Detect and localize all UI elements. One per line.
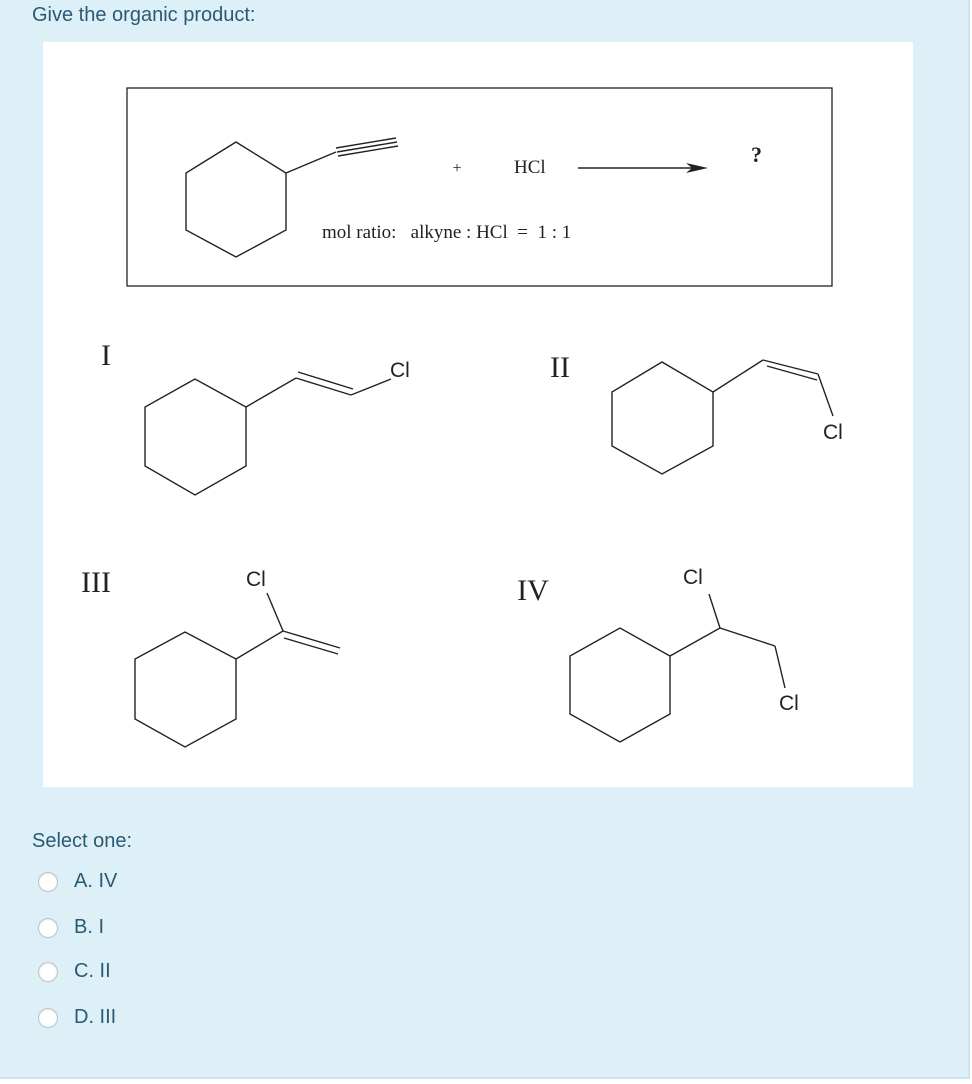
structure-i: [145, 372, 391, 495]
structure-ii-chlorine: Cl: [823, 421, 843, 444]
option-a[interactable]: [38, 870, 117, 893]
radio-button-a[interactable]: [38, 872, 58, 892]
option-b[interactable]: [38, 916, 104, 939]
question-prompt: Give the organic product:: [32, 4, 256, 26]
structure-iii: [135, 593, 340, 747]
mol-ratio-condition: mol ratio: alkyne : HCl = 1 : 1: [322, 222, 572, 243]
structure-iv-chlorine-2: Cl: [779, 692, 799, 715]
option-b-label[interactable]: B. I: [74, 916, 105, 938]
reaction-plus: +: [452, 160, 462, 177]
structure-label-iv: IV: [517, 574, 549, 607]
structure-label-ii: II: [550, 351, 570, 384]
structure-label-iii: III: [81, 566, 111, 599]
option-c[interactable]: [38, 960, 111, 983]
radio-button-d[interactable]: [38, 1008, 58, 1028]
option-c-label[interactable]: C. II: [74, 960, 111, 982]
radio-button-b[interactable]: [38, 918, 58, 938]
structure-label-i: I: [101, 339, 111, 372]
option-d-label[interactable]: D. III: [74, 1006, 117, 1028]
option-a-label[interactable]: A. IV: [74, 870, 118, 892]
structure-iv: [570, 594, 785, 742]
radio-button-c[interactable]: [38, 962, 58, 982]
reaction-diagram: [43, 42, 913, 787]
reactant-ethynyl-bond: [286, 152, 336, 173]
reactant-cyclohexane-ring: [186, 142, 286, 257]
select-one-label: Select one:: [32, 830, 133, 852]
structure-i-chlorine: Cl: [390, 359, 410, 382]
structure-iv-chlorine-1: Cl: [683, 566, 703, 589]
reaction-box: [127, 88, 832, 286]
reagent-hcl: HCl: [514, 157, 546, 178]
product-unknown: ?: [751, 142, 762, 167]
structure-iii-chlorine: Cl: [246, 568, 266, 591]
question-figure: [43, 42, 913, 787]
option-d[interactable]: [38, 1006, 116, 1029]
structure-ii: [612, 360, 833, 474]
